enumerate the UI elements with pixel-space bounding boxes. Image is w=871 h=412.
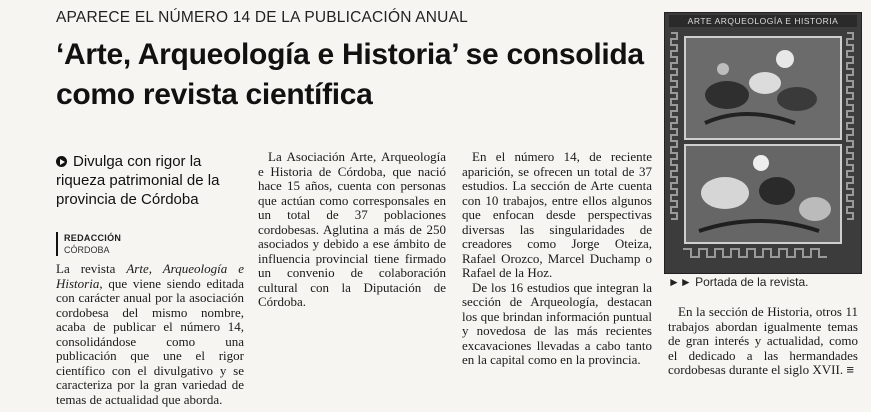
subhead-text: Divulga con rigor la riqueza patrimonial de la provincia de Córdoba bbox=[56, 153, 220, 208]
play-bullet-icon bbox=[56, 156, 67, 167]
paragraph-5: En la sección de Historia, otros 11 trabajos abordan igualmente temas de gran interés y actualidad, como el dedicado a las hermandades cordobesas durante el siglo XVII. ≡ bbox=[668, 304, 858, 377]
photo-caption: ►► Portada de la revista. bbox=[668, 275, 809, 289]
paragraph-1: La revista Arte, Arqueología e Historia, que viene siendo editada con carácter anual por la asociación cordobesa del mismo nombre, acaba de publicar el número 14, consolidándose como una publicación que une el rigor científico con el divulgativo y se caracteriza por la gran variedad de temas de actualidad que aborda. bbox=[56, 261, 244, 407]
magazine-cover-image bbox=[664, 12, 862, 274]
article-column-4 bbox=[668, 305, 858, 378]
headline: ‘Arte, Arqueología e Historia’ se consolida como revista científica bbox=[56, 38, 644, 111]
article-column-1 bbox=[56, 262, 244, 407]
kicker: APARECE EL NÚMERO 14 DE LA PUBLICACIÓN ANUAL bbox=[56, 9, 468, 26]
cover-title: ARTE ARQUEOLOGÍA E HISTORIA bbox=[669, 15, 857, 27]
byline-city: CÓRDOBA bbox=[64, 245, 110, 255]
magazine-title: Arte, Arqueología e Historia bbox=[56, 261, 244, 291]
paragraph-4: De los 16 estudios que integran la sección de Arqueología, destacan los que brindan información puntual y novedosa de las más recientes excavaciones llevadas a cabo tanto en la capital como en la provincia. bbox=[462, 279, 652, 367]
paragraph-3: En el número 14, de reciente aparición, se ofrecen un total de 37 estudios. La sección de Arte cuenta con 10 trabajos, entre ellos algunos que enfocan desde perspectivas diversas las singularidades de creadores como Jorge Oteiza, Rafael Orozco, Marcel Duchamp o Rafael de la Hoz. bbox=[462, 149, 652, 280]
subhead bbox=[56, 152, 246, 209]
byline-author: REDACCIÓN bbox=[64, 233, 122, 243]
mosaic-illustration bbox=[665, 13, 861, 273]
article-column-2 bbox=[258, 150, 446, 310]
byline bbox=[56, 232, 121, 256]
paragraph-2: La Asociación Arte, Arqueología e Historia de Córdoba, que nació hace 15 años, cuenta con personas que actúan como corresponsales en un total de 37 poblaciones cordobesas. Aglutina a más de 250 asociados y debido a ese ámbito de influencia provincial tiene firmado un convenio de colaboración cultural con la Diputación de Córdoba. bbox=[258, 149, 446, 309]
end-mark-icon: ≡ bbox=[846, 362, 854, 377]
article-column-3 bbox=[462, 150, 652, 368]
